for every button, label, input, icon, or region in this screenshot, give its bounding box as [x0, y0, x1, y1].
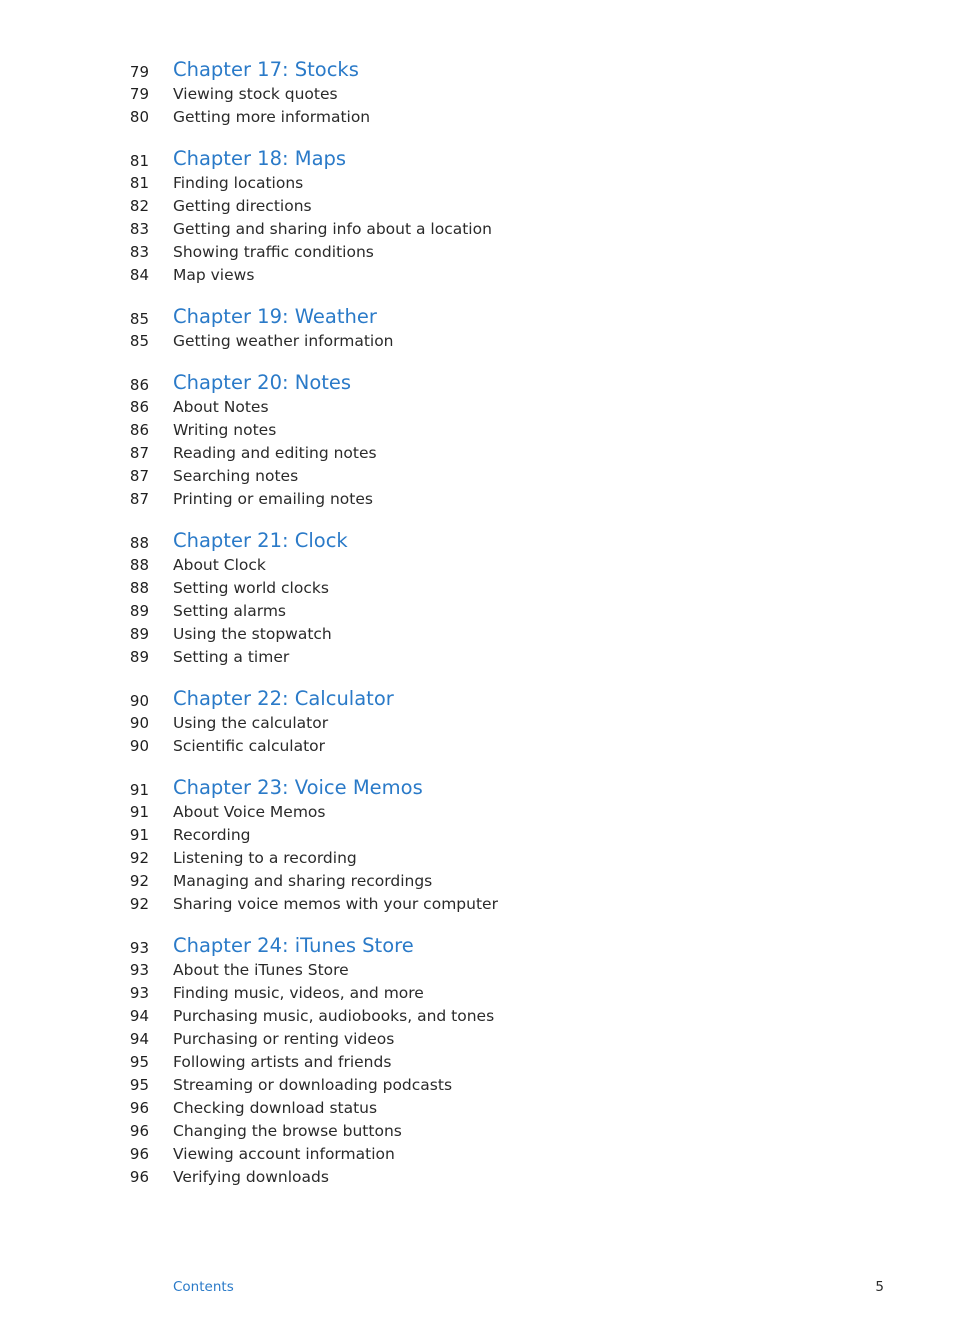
entry-page-number: 83: [129, 220, 149, 238]
entry-page-number: 87: [129, 444, 149, 462]
toc-entry[interactable]: [0, 982, 954, 1005]
entry-label[interactable]: Streaming or downloading podcasts: [173, 1076, 453, 1094]
entry-page-number: 92: [129, 849, 149, 867]
toc-entry[interactable]: [0, 1051, 954, 1074]
entry-label[interactable]: Finding music, videos, and more: [173, 984, 424, 1002]
toc-entry[interactable]: [0, 396, 954, 419]
chapter-heading-row[interactable]: [0, 146, 954, 171]
entry-page-number: 94: [129, 1007, 149, 1025]
chapter-section: [0, 304, 954, 353]
chapter-section: [0, 933, 954, 1189]
toc-entry[interactable]: [0, 218, 954, 241]
entry-label[interactable]: Scientific calculator: [173, 737, 326, 755]
chapter-heading-row[interactable]: [0, 775, 954, 800]
chapter-title[interactable]: Chapter 21: Clock: [173, 529, 348, 552]
toc-entry[interactable]: [0, 1097, 954, 1120]
entry-label[interactable]: Setting alarms: [173, 602, 287, 620]
entry-label[interactable]: About Voice Memos: [173, 803, 326, 821]
entry-label[interactable]: About the iTunes Store: [173, 961, 349, 979]
entry-page-number: 83: [129, 243, 149, 261]
chapter-title[interactable]: Chapter 23: Voice Memos: [173, 776, 423, 799]
entry-label[interactable]: Purchasing or renting videos: [173, 1030, 395, 1048]
toc-entry[interactable]: [0, 1166, 954, 1189]
toc-entry[interactable]: [0, 577, 954, 600]
entry-label[interactable]: Using the calculator: [173, 714, 329, 732]
entry-page-number: 85: [129, 332, 149, 350]
entry-label[interactable]: Getting more information: [173, 108, 371, 126]
toc-entry[interactable]: [0, 1074, 954, 1097]
entry-label[interactable]: Printing or emailing notes: [173, 490, 373, 508]
entry-label[interactable]: Purchasing music, audiobooks, and tones: [173, 1007, 495, 1025]
chapter-section: [0, 146, 954, 287]
toc-entry[interactable]: [0, 106, 954, 129]
toc-entry[interactable]: [0, 195, 954, 218]
toc-entry[interactable]: [0, 442, 954, 465]
chapter-title[interactable]: Chapter 20: Notes: [173, 371, 352, 394]
table-of-contents: [0, 57, 954, 1206]
toc-entry[interactable]: [0, 172, 954, 195]
toc-entry[interactable]: [0, 712, 954, 735]
entry-page-number: 92: [129, 895, 149, 913]
entry-page-number: 94: [129, 1030, 149, 1048]
chapter-page-number: 91: [129, 781, 149, 799]
chapter-heading-row[interactable]: [0, 528, 954, 553]
entry-label[interactable]: Changing the browse buttons: [173, 1122, 402, 1140]
entry-page-number: 80: [129, 108, 149, 126]
entry-page-number: 88: [129, 556, 149, 574]
chapter-title[interactable]: Chapter 18: Maps: [173, 147, 347, 170]
toc-entry[interactable]: [0, 870, 954, 893]
entry-label[interactable]: Verifying downloads: [173, 1168, 329, 1186]
entry-page-number: 89: [129, 648, 149, 666]
entry-page-number: 91: [129, 826, 149, 844]
footer-page-number: 5: [875, 1279, 884, 1295]
toc-entry[interactable]: [0, 330, 954, 353]
entry-label[interactable]: Using the stopwatch: [173, 625, 332, 643]
toc-entry[interactable]: [0, 623, 954, 646]
toc-entry[interactable]: [0, 801, 954, 824]
entry-label[interactable]: Searching notes: [173, 467, 299, 485]
entry-page-number: 96: [129, 1122, 149, 1140]
entry-page-number: 88: [129, 579, 149, 597]
footer-section-label: Contents: [173, 1279, 234, 1295]
entry-label[interactable]: Getting directions: [173, 197, 312, 215]
entry-page-number: 96: [129, 1145, 149, 1163]
entry-label[interactable]: Showing traffic conditions: [173, 243, 374, 261]
entry-label[interactable]: About Clock: [173, 556, 266, 574]
entry-page-number: 90: [129, 714, 149, 732]
toc-entry[interactable]: [0, 646, 954, 669]
entry-page-number: 82: [129, 197, 149, 215]
toc-entry[interactable]: [0, 1120, 954, 1143]
entry-page-number: 89: [129, 625, 149, 643]
chapter-title[interactable]: Chapter 22: Calculator: [173, 687, 394, 710]
chapter-page-number: 81: [129, 152, 149, 170]
toc-entry[interactable]: [0, 847, 954, 870]
chapter-section: [0, 686, 954, 758]
entry-page-number: 90: [129, 737, 149, 755]
entry-page-number: 93: [129, 984, 149, 1002]
toc-entry[interactable]: [0, 554, 954, 577]
chapter-page-number: 88: [129, 534, 149, 552]
entry-page-number: 93: [129, 961, 149, 979]
entry-label[interactable]: Managing and sharing recordings: [173, 872, 433, 890]
chapter-section: [0, 775, 954, 916]
toc-entry[interactable]: [0, 959, 954, 982]
entry-page-number: 89: [129, 602, 149, 620]
entry-page-number: 96: [129, 1168, 149, 1186]
toc-entry[interactable]: [0, 465, 954, 488]
chapter-title[interactable]: Chapter 19: Weather: [173, 305, 377, 328]
toc-entry[interactable]: [0, 1005, 954, 1028]
entry-page-number: 95: [129, 1053, 149, 1071]
entry-page-number: 86: [129, 421, 149, 439]
entry-label[interactable]: Setting world clocks: [173, 579, 329, 597]
entry-page-number: 87: [129, 490, 149, 508]
entry-label[interactable]: Getting weather information: [173, 332, 394, 350]
entry-label[interactable]: Reading and editing notes: [173, 444, 377, 462]
toc-entry[interactable]: [0, 488, 954, 511]
entry-label[interactable]: Following artists and friends: [173, 1053, 392, 1071]
entry-label[interactable]: Getting and sharing info about a location: [173, 220, 492, 238]
entry-label[interactable]: Viewing account information: [173, 1145, 395, 1163]
entry-label[interactable]: Finding locations: [173, 174, 304, 192]
toc-entry[interactable]: [0, 893, 954, 916]
toc-entry[interactable]: [0, 419, 954, 442]
chapter-page-number: 85: [129, 310, 149, 328]
entry-label[interactable]: Listening to a recording: [173, 849, 357, 867]
chapter-heading-row[interactable]: [0, 370, 954, 395]
entry-page-number: 92: [129, 872, 149, 890]
chapter-section: [0, 57, 954, 129]
entry-page-number: 96: [129, 1099, 149, 1117]
chapter-section: [0, 528, 954, 669]
entry-page-number: 87: [129, 467, 149, 485]
chapter-page-number: 79: [129, 63, 149, 81]
entry-label[interactable]: Sharing voice memos with your computer: [173, 895, 498, 913]
toc-entry[interactable]: [0, 83, 954, 106]
chapter-heading-row[interactable]: [0, 686, 954, 711]
toc-entry[interactable]: [0, 241, 954, 264]
entry-page-number: 79: [129, 85, 149, 103]
chapter-page-number: 86: [129, 376, 149, 394]
entry-page-number: 81: [129, 174, 149, 192]
chapter-page-number: 90: [129, 692, 149, 710]
chapter-title[interactable]: Chapter 24: iTunes Store: [173, 934, 414, 957]
entry-label[interactable]: Setting a timer: [173, 648, 290, 666]
toc-entry[interactable]: [0, 1143, 954, 1166]
chapter-section: [0, 370, 954, 511]
entry-page-number: 84: [129, 266, 149, 284]
chapter-title[interactable]: Chapter 17: Stocks: [173, 58, 359, 81]
entry-page-number: 91: [129, 803, 149, 821]
entry-label[interactable]: Writing notes: [173, 421, 277, 439]
toc-entry[interactable]: [0, 600, 954, 623]
entry-label[interactable]: Map views: [173, 266, 255, 284]
chapter-heading-row[interactable]: [0, 933, 954, 958]
entry-label[interactable]: Recording: [173, 826, 251, 844]
entry-label[interactable]: About Notes: [173, 398, 269, 416]
chapter-heading-row[interactable]: [0, 304, 954, 329]
toc-entry[interactable]: [0, 1028, 954, 1051]
entry-label[interactable]: Viewing stock quotes: [173, 85, 338, 103]
entry-page-number: 95: [129, 1076, 149, 1094]
entry-page-number: 86: [129, 398, 149, 416]
chapter-page-number: 93: [129, 939, 149, 957]
toc-entry[interactable]: [0, 735, 954, 758]
toc-entry[interactable]: [0, 824, 954, 847]
chapter-heading-row[interactable]: [0, 57, 954, 82]
toc-entry[interactable]: [0, 264, 954, 287]
entry-label[interactable]: Checking download status: [173, 1099, 378, 1117]
